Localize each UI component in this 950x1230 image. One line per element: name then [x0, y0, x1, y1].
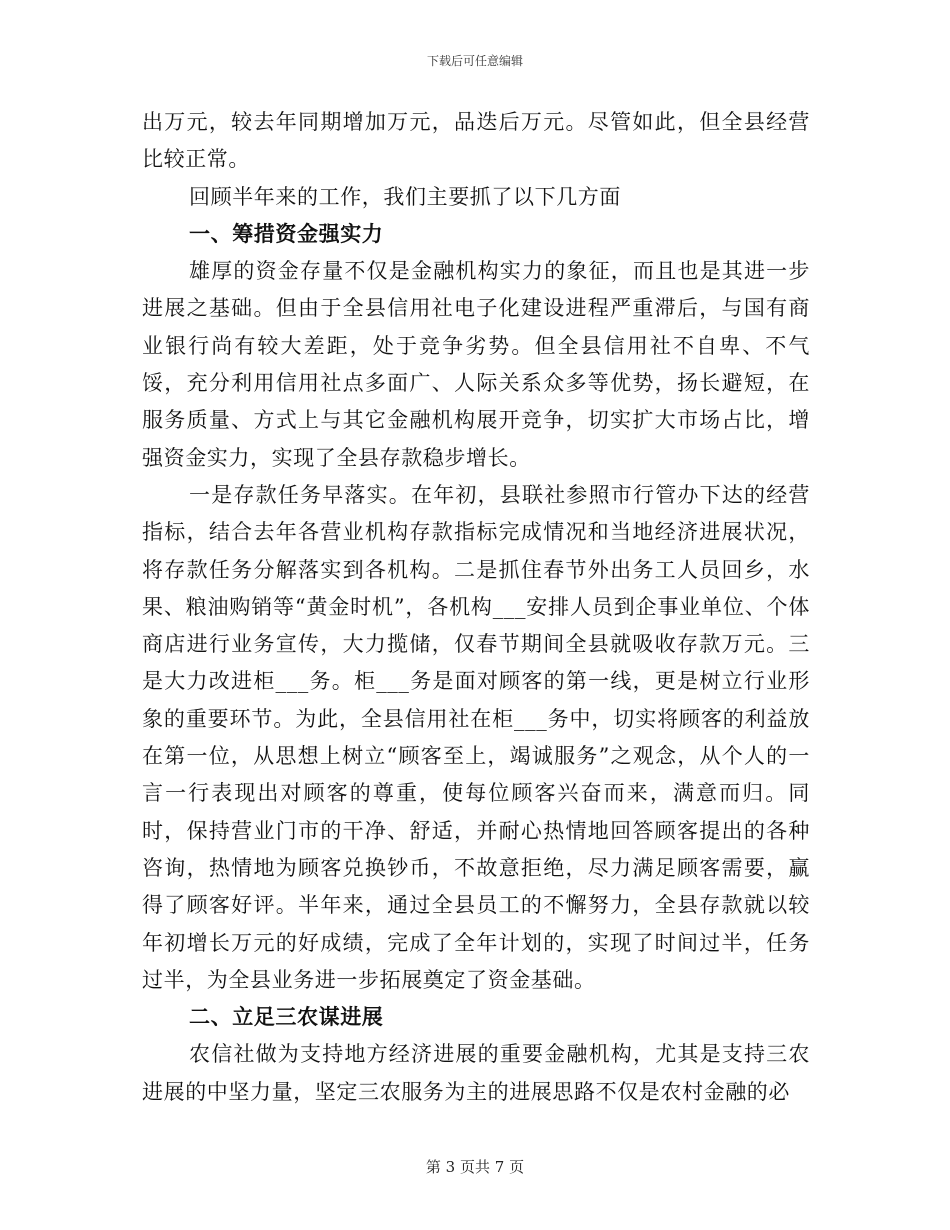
section-heading-2: 二、立足三农谋进展: [189, 1005, 384, 1030]
document-body: [142, 104, 810, 1111]
page-footer: 第 3 页共 7 页: [425, 1158, 525, 1176]
paragraph-deposit-tasks: 一是存款任务早落实。在年初，县联社参照市行管办下达的经营指标，结合去年各营业机构存款指标完成情况和当地经济进展状况，将存款任务分解落实到各机构。二是抓住春节外出务工人员回乡，水果、粮油购销等“黄金时机”，各机构___安排人员到企事业单位、个体商店进行业务宣传，大力揽储，仅春节期间全县就吸收存款万元。三是大力改进柜___务。柜___务是面对顾客的第一线，更是树立行业形象的重要环节。为此，全县信用社在柜___务中，切实将顾客的利益放在第一位，从思想上树立“顾客至上，竭诚服务”之观念，从个人的一言一行表现出对顾客的尊重，使每位顾客兴奋而来，满意而归。同时，保持营业门市的干净、舒适，并耐心热情地回答顾客提出的各种咨询，热情地为顾客兑换钞币，不故意拒绝，尽力满足顾客需要，赢得了顾客好评。半年来，通过全县员工的不懈努力，全县存款就以较年初增长万元的好成绩，完成了全年计划的，实现了时间过半，任务过半，为全县业务进一步拓展奠定了资金基础。: [142, 482, 810, 992]
paragraph-capital-strength: 雄厚的资金存量不仅是金融机构实力的象征，而且也是其进一步进展之基础。但由于全县信用社电子化建设进程严重滞后，与国有商业银行尚有较大差距，处于竞争劣势。但全县信用社不自卑、不气馁，充分利用信用社点多面广、人际关系众多等优势，扬长避短，在服务质量、方式上与其它金融机构展开竞争，切实扩大市场占比，增强资金实力，实现了全县存款稳步增长。: [142, 259, 810, 470]
page-header: 下载后可任意编辑: [426, 54, 523, 68]
paragraph-agriculture: 农信社做为支持地方经济进展的重要金融机构，尤其是支持三农进展的中坚力量，坚定三农服务为主的进展思路不仅是农村金融的必: [142, 1042, 810, 1104]
paragraph-continued: 出万元，较去年同期增加万元，品迭后万元。尽管如此，但全县经营比较正常。: [142, 110, 810, 172]
paragraph-review: 回顾半年来的工作，我们主要抓了以下几方面: [189, 184, 621, 209]
section-heading-1: 一、筹措资金强实力: [189, 221, 384, 246]
